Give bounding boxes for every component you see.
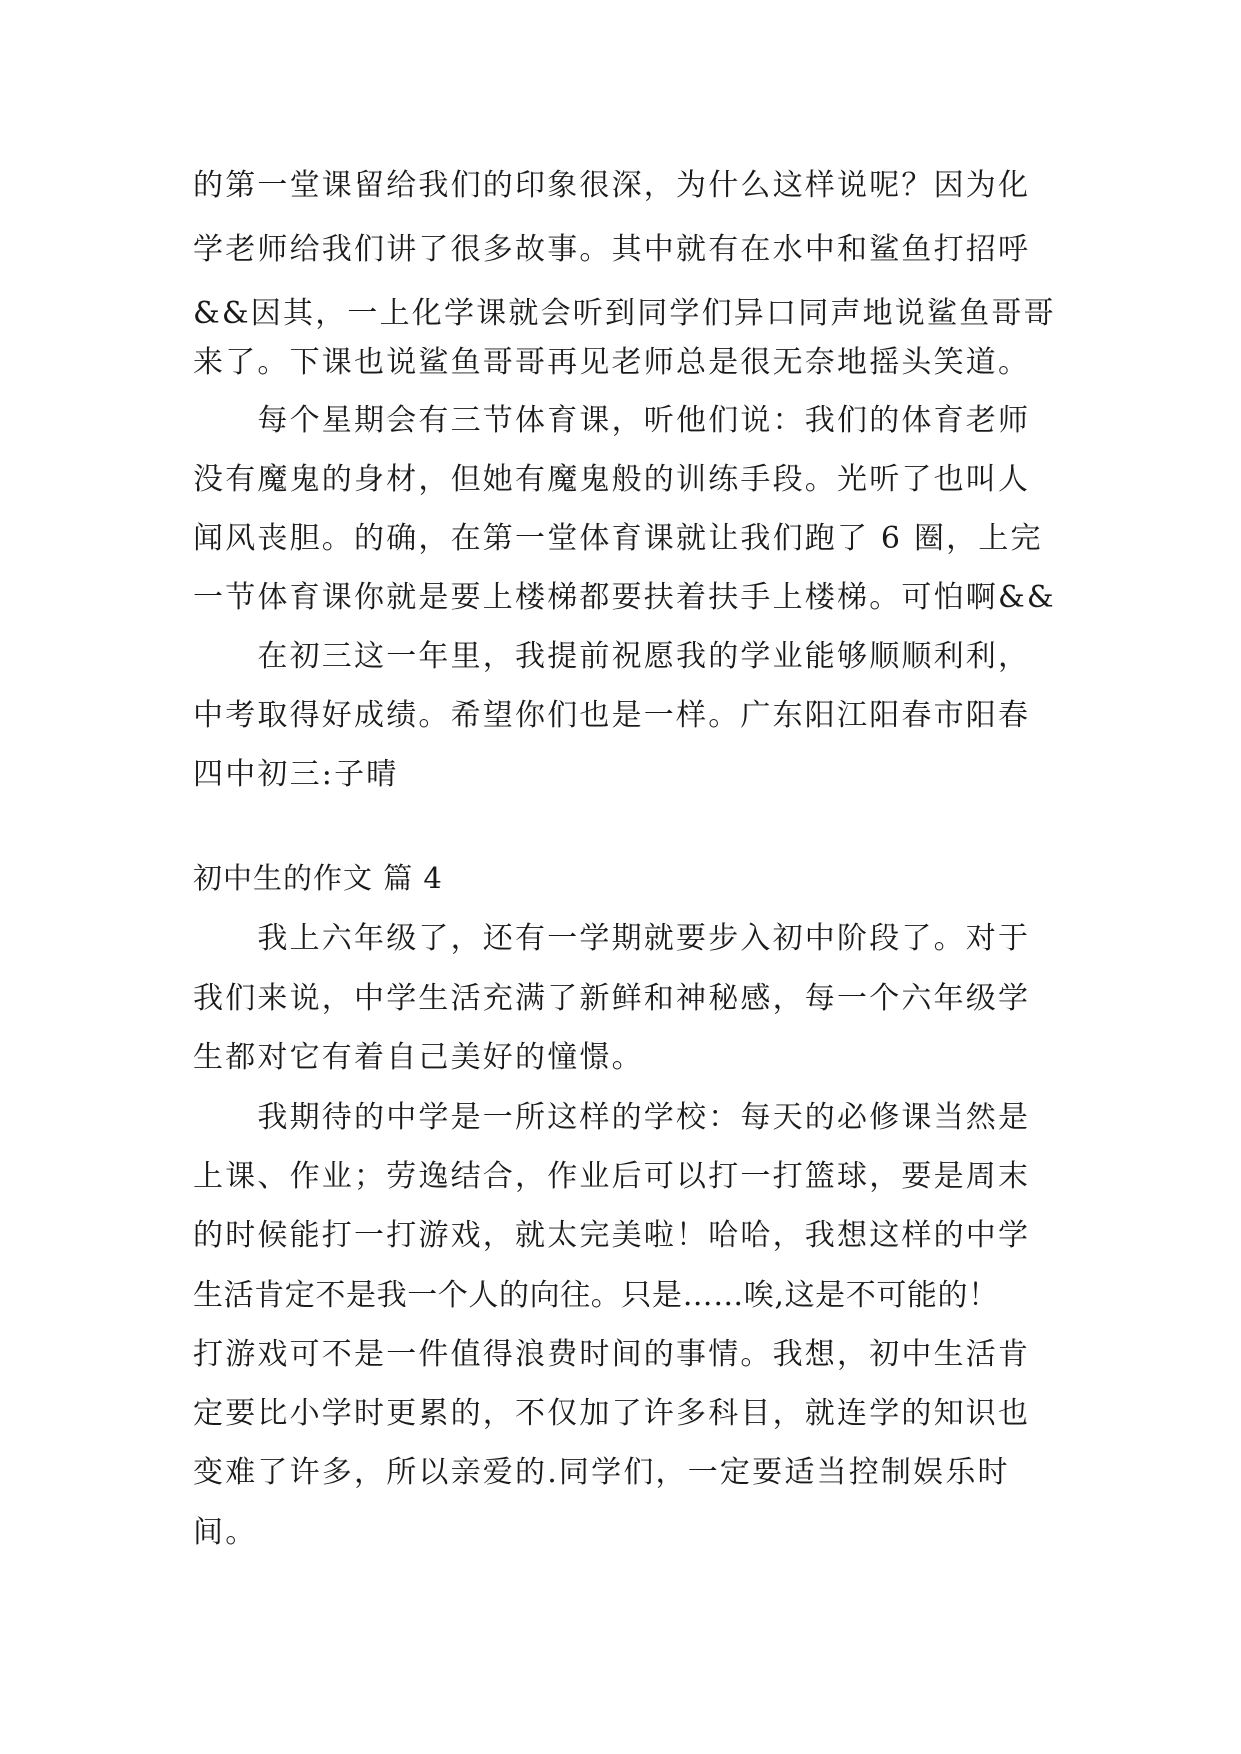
paragraph-line: 没有魔鬼的身材，但她有魔鬼般的训练手段。光听了也叫人	[193, 462, 1031, 497]
paragraph-line: 来了。下课也说鲨鱼哥哥再见老师总是很无奈地摇头笑道。	[193, 345, 1031, 380]
paragraph-line: 上课、作业；劳逸结合，作业后可以打一打篮球，要是周末	[193, 1159, 1031, 1194]
paragraph-line: 我期待的中学是一所这样的学校：每天的必修课当然是	[193, 1100, 1031, 1135]
paragraph-line: 学老师给我们讲了很多故事。其中就有在水中和鲨鱼打招呼	[193, 232, 1031, 267]
paragraph-line: 间。	[193, 1515, 258, 1550]
paragraph-line: 生都对它有着自己美好的憧憬。	[193, 1040, 644, 1075]
paragraph-line: 我们来说，中学生活充满了新鲜和神秘感，每一个六年级学	[193, 981, 1031, 1016]
paragraph-line: 四中初三:子晴	[193, 757, 399, 792]
paragraph-line: 生活肯定不是我一个人的向往。只是……唉,这是不可能的！	[193, 1278, 999, 1313]
section-title: 初中生的作文 篇 4	[193, 861, 443, 895]
paragraph-line: 我上六年级了，还有一学期就要步入初中阶段了。对于	[193, 921, 1031, 956]
paragraph-line: 一节体育课你就是要上楼梯都要扶着扶手上楼梯。可怕啊&&	[193, 580, 1056, 615]
paragraph-line: &&因其，一上化学课就会听到同学们异口同声地说鲨鱼哥哥	[193, 296, 1056, 331]
paragraph-line: 定要比小学时更累的，不仅加了许多科目，就连学的知识也	[193, 1396, 1031, 1431]
paragraph-line: 打游戏可不是一件值得浪费时间的事情。我想，初中生活肯	[193, 1337, 1031, 1372]
paragraph-line: 闻风丧胆。的确，在第一堂体育课就让我们跑了 6 圈，上完	[193, 521, 1043, 556]
paragraph-line: 的时候能打一打游戏，就太完美啦！哈哈，我想这样的中学	[193, 1218, 1031, 1253]
paragraph-line: 变难了许多，所以亲爱的.同学们，一定要适当控制娱乐时	[193, 1455, 1010, 1490]
paragraph-line: 每个星期会有三节体育课，听他们说：我们的体育老师	[193, 403, 1031, 438]
paragraph-line: 的第一堂课留给我们的印象很深，为什么这样说呢？因为化	[193, 168, 1031, 203]
paragraph-line: 在初三这一年里，我提前祝愿我的学业能够顺顺利利，	[193, 639, 1031, 674]
paragraph-line: 中考取得好成绩。希望你们也是一样。广东阳江阳春市阳春	[193, 698, 1031, 733]
